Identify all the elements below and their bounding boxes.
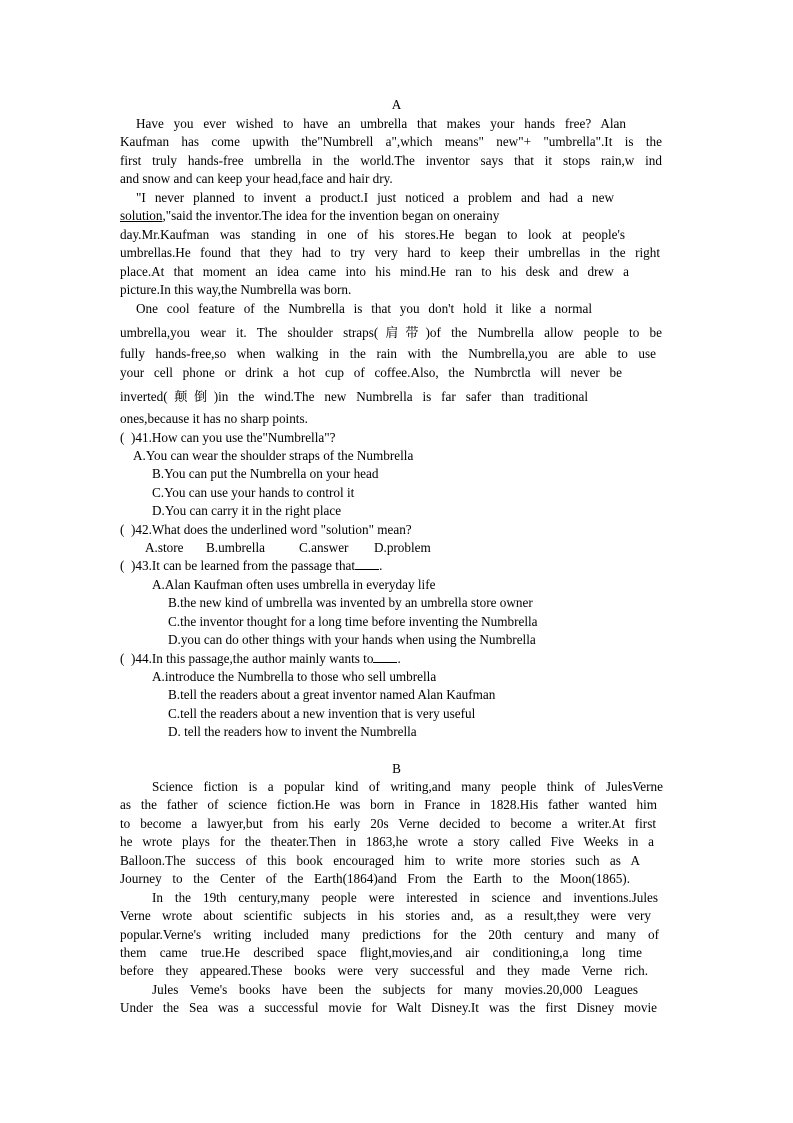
passage-b-line: Journey to the Center of the Earth(1864)and From the Earth to the Moon(1865). — [120, 871, 630, 886]
passage-a-line: inverted(颠倒)in the wind.The new Numbrella is far safer than traditional — [120, 389, 588, 404]
question-44-stem: ( )44.In this passage,the author mainly wants to — [120, 651, 374, 666]
passage-b-line: Verne wrote about scientific subjects in his stories and, as a result,they were very — [120, 908, 651, 923]
passage-a-line: umbrellas.He found that they had to try very hard to keep their umbrellas in the right — [120, 245, 660, 260]
question-41-option-b: B.You can put the Numbrella on your head — [152, 466, 379, 481]
passage-a-line: and snow and can keep your head,face and hair dry. — [120, 171, 393, 186]
passage-a-heading: A — [391, 97, 402, 112]
passage-b-line: Balloon.The success of this book encouraged him to write more stories such as A — [120, 853, 640, 868]
question-42-option-d: D.problem — [374, 540, 431, 555]
question-43-option-b: B.the new kind of umbrella was invented by an umbrella store owner — [168, 595, 533, 610]
question-41-option-a: A.You can wear the shoulder straps of the Numbrella — [133, 448, 414, 463]
passage-b-line: popular.Verne's writing included many predictions for the 20th century and many of — [120, 927, 659, 942]
passage-a-line: "I never planned to invent a product.I just noticed a problem and had a new — [136, 190, 614, 205]
passage-a-line: fully hands-free,so when walking in the rain with the Numbrella,you are able to use — [120, 346, 656, 361]
passage-b-line: Under the Sea was a successful movie for Walt Disney.It was the first Disney movie — [120, 1000, 657, 1015]
passage-a-line-rest: ,"said the inventor.The idea for the invention began on onerainy — [162, 208, 500, 223]
passage-b-line: he wrote plays for the theater.Then in 1863,he wrote a story called Five Weeks in a — [120, 834, 654, 849]
passage-b-heading: B — [392, 761, 401, 776]
passage-a-line: umbrella,you wear it. The shoulder straps(肩带)of the Numbrella allow people to be — [120, 325, 662, 340]
passage-a-line: One cool feature of the Numbrella is that you don't hold it like a normal — [136, 301, 592, 316]
question-43-option-a: A.Alan Kaufman often uses umbrella in everyday life — [152, 577, 436, 592]
passage-b-line: In the 19th century,many people were interested in science and inventions.Jules — [152, 890, 658, 905]
passage-b-line: before they appeared.These books were very successful and they made Verne rich. — [120, 963, 648, 978]
passage-b-line: as the father of science fiction.He was born in France in 1828.His father wanted him — [120, 797, 657, 812]
passage-a-line: Have you ever wished to have an umbrella that makes your hands free? Alan — [136, 116, 626, 131]
question-43-option-c: C.the inventor thought for a long time before inventing the Numbrella — [168, 614, 538, 629]
passage-b-line: them came true.He described space flight,movies,and air conditioning,a long time — [120, 945, 642, 960]
question-41-stem: ( )41.How can you use the"Numbrella"? — [120, 430, 336, 445]
question-42-option-b: B.umbrella — [206, 540, 265, 555]
underlined-word-solution: solution — [120, 208, 163, 223]
question-43-stem: ( )43.It can be learned from the passage that — [120, 558, 356, 573]
passage-a-line: first truly hands-free umbrella in the world.The inventor says that it stops rain,w ind — [120, 153, 662, 168]
passage-a-line-with-underline — [120, 207, 499, 225]
passage-a-line: ones,because it has no sharp points. — [120, 411, 308, 426]
passage-a-line: Kaufman has come upwith the"Numbrell a",which means" new"+ "umbrella".It is the — [120, 134, 662, 149]
question-43-stem-line: ( )43.It can be learned from the passage that . — [120, 558, 383, 573]
question-42-stem: ( )42.What does the underlined word "solution" mean? — [120, 522, 412, 537]
question-44-stem-line: ( )44.In this passage,the author mainly wants to . — [120, 651, 401, 666]
question-41-option-c: C.You can use your hands to control it — [152, 485, 355, 500]
answer-blank — [373, 650, 397, 663]
question-41-option-d: D.You can carry it in the right place — [152, 503, 342, 518]
question-44-option-b: B.tell the readers about a great inventor named Alan Kaufman — [168, 687, 496, 702]
passage-a-line: day.Mr.Kaufman was standing in one of his stores.He began to look at people's — [120, 227, 625, 242]
question-44-option-a: A.introduce the Numbrella to those who sell umbrella — [152, 669, 437, 684]
question-44-option-d: D. tell the readers how to invent the Numbrella — [168, 724, 417, 739]
question-42-option-c: C.answer — [299, 540, 349, 555]
passage-a-line: place.At that moment an idea came into his mind.He ran to his desk and drew a — [120, 264, 629, 279]
passage-b-line: Science fiction is a popular kind of writing,and many people think of JulesVerne — [152, 779, 663, 794]
passage-a-line: your cell phone or drink a hot cup of coffee.Also, the Numbrctla will never be — [120, 365, 622, 380]
question-42-option-a: A.store — [145, 540, 184, 555]
passage-a-line: picture.In this way,the Numbrella was born. — [120, 282, 352, 297]
question-44-option-c: C.tell the readers about a new invention that is very useful — [168, 706, 476, 721]
passage-b-line: Jules Veme's books have been the subjects for many movies.20,000 Leagues — [152, 982, 638, 997]
answer-blank — [355, 557, 379, 570]
question-43-option-d: D.you can do other things with your hands when using the Numbrella — [168, 632, 536, 647]
passage-b-line: to become a lawyer,but from his early 20s Verne decided to become a writer.At first — [120, 816, 656, 831]
